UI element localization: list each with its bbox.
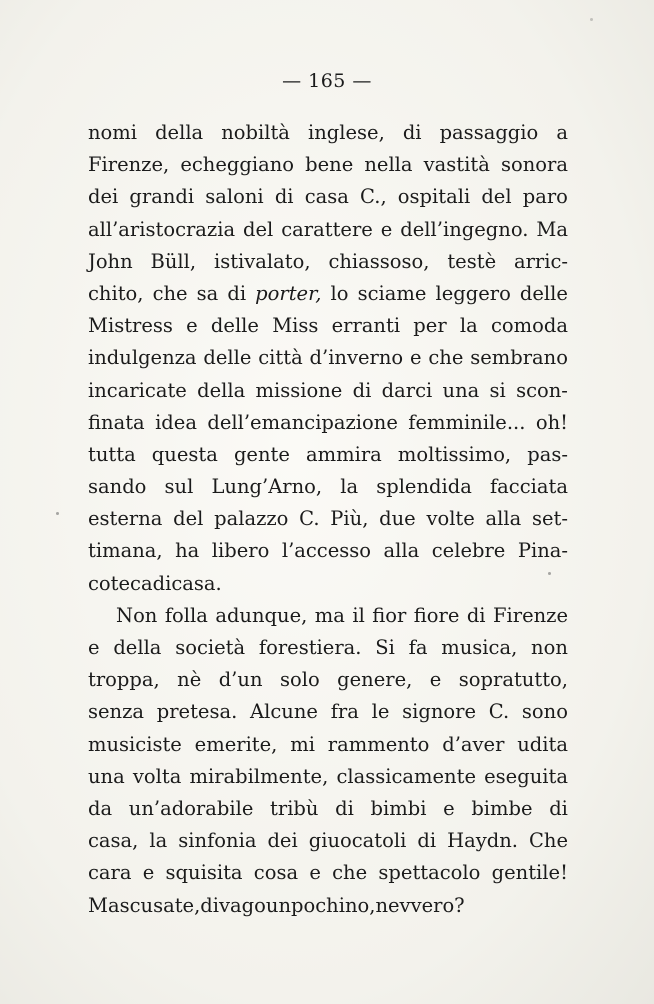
word: si (489, 378, 506, 402)
word: sonora (500, 153, 568, 177)
word: Che (528, 829, 568, 853)
word: C. (488, 700, 510, 724)
word: sinfonia (178, 829, 257, 853)
word: arric- (513, 249, 568, 273)
word: giuocatoli (308, 829, 407, 853)
word: leggero (435, 281, 511, 305)
word: della (155, 121, 204, 144)
word: società (175, 636, 246, 659)
word: emerite, (194, 732, 278, 756)
word: a (556, 121, 568, 144)
word: per (413, 314, 447, 338)
word: che (152, 281, 188, 305)
word: e (309, 861, 321, 885)
word: alla (485, 507, 522, 531)
word: Alcune (250, 700, 318, 724)
word: facciata (489, 475, 568, 499)
word: città (258, 346, 303, 370)
word: eseguita (484, 764, 568, 788)
paper-speck (548, 572, 551, 575)
word: e (443, 796, 455, 820)
word: la (459, 314, 478, 338)
word: musica, (441, 636, 518, 659)
word: John (88, 249, 133, 273)
word: Ma (88, 893, 120, 917)
paper-speck (56, 512, 59, 515)
text-line (88, 535, 568, 567)
word: d’aver (442, 732, 505, 756)
word: di (549, 796, 568, 820)
word: sul (164, 475, 194, 499)
word: mirabilmente, (189, 764, 329, 788)
word: di (227, 281, 247, 305)
word: palazzo (214, 507, 289, 531)
word: chito, (88, 281, 144, 305)
word: solo (279, 668, 320, 692)
text-line (88, 696, 568, 728)
word: e (429, 668, 442, 692)
word: una (88, 764, 125, 788)
word: del (173, 507, 204, 531)
word: vastità (423, 153, 490, 177)
word: nomi (88, 121, 138, 144)
word: da (88, 796, 113, 820)
word: dell’emancipazione (207, 410, 398, 434)
word: sa (196, 281, 219, 305)
word: di (274, 185, 294, 209)
word: saloni (205, 185, 264, 209)
word: sciame (357, 281, 427, 305)
text-line (88, 342, 568, 374)
word: scon- (516, 378, 568, 402)
word: timana, (88, 539, 163, 563)
word: del (243, 217, 274, 241)
word: di (402, 121, 422, 144)
word: e (409, 346, 422, 370)
word: e (186, 314, 198, 338)
word: darci (381, 378, 433, 402)
word: adunque, (215, 603, 308, 627)
word: spettacolo (378, 861, 481, 885)
word: un (265, 893, 292, 917)
paper-speck (590, 18, 593, 21)
word: gentile! (491, 861, 568, 885)
word: forestiera. (258, 636, 362, 659)
word: grandi (129, 185, 195, 209)
word: Mistress (88, 314, 173, 338)
word: nevvero? (375, 893, 465, 917)
text-line (88, 568, 568, 600)
word: inglese, (307, 121, 385, 144)
word: volta (132, 764, 182, 788)
word: e (88, 636, 100, 659)
word: fiore (413, 603, 460, 627)
word: d’un (218, 668, 263, 692)
word: e (380, 217, 393, 241)
word: volte (426, 507, 475, 531)
text-line (88, 793, 568, 825)
word: ha (175, 539, 200, 563)
word: rammento (327, 732, 430, 756)
word: musiciste (88, 732, 182, 756)
word: echeggiano (180, 153, 294, 177)
word: set- (531, 507, 568, 531)
word: del (481, 185, 512, 209)
word: Ma (536, 217, 568, 241)
word: questa (151, 442, 218, 466)
word: Miss (272, 314, 319, 338)
word: incaricate (88, 378, 187, 402)
word: sembrano (470, 346, 568, 370)
word: pochino, (291, 893, 376, 917)
text-line (88, 181, 568, 213)
word: nella (364, 153, 413, 177)
word: tribù (270, 796, 319, 820)
word: Haydn. (447, 829, 518, 853)
word: non (531, 636, 568, 659)
word: fa (408, 636, 428, 659)
word: di (466, 603, 486, 627)
word: dei (267, 829, 298, 853)
word: la (340, 475, 359, 499)
word: d’inverno (309, 346, 404, 370)
word: C. (299, 507, 320, 531)
text-line (88, 890, 568, 922)
word: cara (88, 861, 132, 885)
word: la (149, 829, 168, 853)
word: nobiltà (221, 121, 290, 144)
text-line (88, 632, 568, 664)
word: gente (233, 442, 290, 466)
text-line (88, 600, 568, 632)
text-line (88, 149, 568, 181)
body-text (88, 117, 568, 922)
text-line (88, 825, 568, 857)
word: genere, (337, 668, 413, 692)
text-line (88, 761, 568, 793)
word: pas- (527, 442, 568, 466)
word: passaggio (439, 121, 539, 144)
word: e (142, 861, 155, 885)
word: testè (447, 249, 497, 273)
word: Più, (330, 507, 369, 531)
word: scusate, (119, 893, 201, 917)
word: bimbi (370, 796, 427, 820)
word: casa (304, 185, 349, 209)
word: divago (200, 893, 266, 917)
word: cosa (253, 861, 299, 885)
text-line (88, 310, 568, 342)
word: alla (383, 539, 420, 563)
word: missione (255, 378, 343, 402)
word: di (417, 829, 437, 853)
word: Firenze (492, 603, 568, 627)
word: all’aristocrazia (88, 217, 236, 241)
word: udita (517, 732, 568, 756)
word: casa. (171, 571, 222, 595)
word: che (428, 346, 464, 370)
text-line (88, 857, 568, 889)
text-line (88, 214, 568, 246)
word: un’adorabile (128, 796, 254, 820)
text-line (88, 246, 568, 278)
word: di (352, 378, 372, 402)
word: oh! (535, 410, 568, 434)
word: Pina- (517, 539, 568, 563)
word: idea (155, 410, 197, 434)
word: carattere (281, 217, 373, 241)
word: tutta (88, 442, 136, 466)
word: erranti (331, 314, 401, 338)
page-number: — 165 — (282, 70, 372, 92)
word: Firenze, (88, 153, 170, 177)
word: della (197, 378, 246, 402)
text-line (88, 278, 568, 310)
word: Non (116, 603, 158, 627)
word: ammira (306, 442, 382, 466)
text-line (88, 729, 568, 761)
text-line (88, 471, 568, 503)
word: Lung’Arno, (211, 475, 323, 499)
word: fra (330, 700, 359, 724)
word: dell’ingegno. (400, 217, 529, 241)
word: l’accesso (281, 539, 372, 563)
word: casa, (88, 829, 139, 853)
word: signore (402, 700, 476, 724)
text-line (88, 375, 568, 407)
word: paro (522, 185, 568, 209)
word: due (379, 507, 416, 531)
word: il (352, 603, 365, 627)
word: ospitali (397, 185, 471, 209)
text-line (88, 117, 568, 149)
word: sono (521, 700, 568, 724)
word: lo (330, 281, 349, 305)
word: celebre (431, 539, 506, 563)
word: bene (305, 153, 354, 177)
word: fior (372, 603, 407, 627)
word: C., (360, 185, 387, 209)
word: coteca (88, 571, 153, 595)
word: indulgenza (88, 346, 197, 370)
text-line (88, 439, 568, 471)
word: senza (88, 700, 145, 724)
word: squisita (165, 861, 243, 885)
word: istivalato, (213, 249, 311, 273)
word: di (335, 796, 354, 820)
word: pretesa. (156, 700, 238, 724)
word: comoda (490, 314, 568, 338)
word: sando (88, 475, 147, 499)
word: una (442, 378, 480, 402)
word: troppa, (88, 668, 160, 692)
word: Si (375, 636, 395, 659)
word: ma (314, 603, 345, 627)
word: le (371, 700, 390, 724)
word: porter, (255, 281, 322, 305)
word: classicamente (336, 764, 476, 788)
word: femminile... (408, 410, 526, 434)
word: moltissimo, (397, 442, 512, 466)
word: delle (210, 314, 259, 338)
word: esterna (88, 507, 163, 531)
word: di (152, 571, 172, 595)
text-line (88, 503, 568, 535)
word: finata (88, 410, 145, 434)
word: libero (211, 539, 270, 563)
word: della (113, 636, 162, 659)
word: bimbe (471, 796, 533, 820)
word: che (332, 861, 368, 885)
word: folla (164, 603, 208, 627)
word: delle (519, 281, 568, 305)
word: splendida (376, 475, 472, 499)
word: delle (203, 346, 252, 370)
word: chiassoso, (328, 249, 430, 273)
text-line (88, 407, 568, 439)
word: sopratutto, (458, 668, 568, 692)
word: nè (177, 668, 202, 692)
text-line (88, 664, 568, 696)
word: dei (88, 185, 119, 209)
word: Büll, (150, 249, 197, 273)
word: mi (290, 732, 315, 756)
